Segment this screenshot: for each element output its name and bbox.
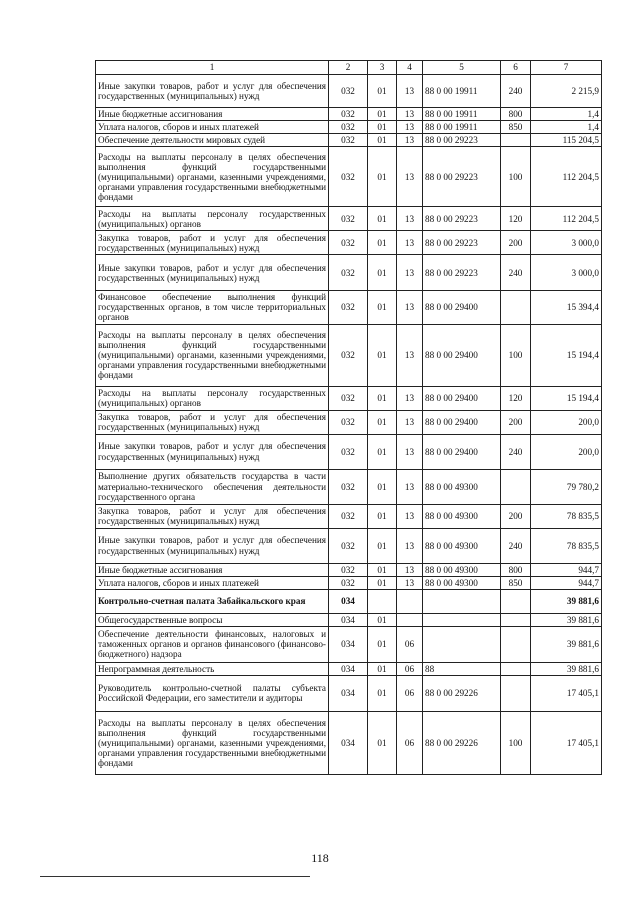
- row-sum-cell: 39 881,6: [531, 589, 602, 613]
- row-pr-cell: 06: [397, 711, 423, 774]
- row-name-cell: Финансовое обеспечение выполнения функций государственных органов, в том числе территориальных органов: [96, 291, 329, 324]
- row-vr-cell: [501, 675, 531, 711]
- row-sum-cell: 15 194,4: [531, 386, 602, 410]
- row-gr-cell: 032: [329, 576, 368, 589]
- row-vr-cell: 800: [501, 108, 531, 121]
- row-vr-cell: [501, 291, 531, 324]
- row-gr-cell: 032: [329, 563, 368, 576]
- row-gr-cell: 034: [329, 662, 368, 675]
- table-row: [96, 255, 602, 291]
- row-sum-cell: 1,4: [531, 121, 602, 134]
- row-vr-cell: 800: [501, 563, 531, 576]
- row-vr-cell: 850: [501, 576, 531, 589]
- row-cs-cell: 88 0 00 29400: [423, 324, 501, 386]
- row-vr-cell: [501, 469, 531, 504]
- row-cs-cell: 88 0 00 19911: [423, 75, 501, 108]
- row-cs-cell: 88 0 00 29223: [423, 207, 501, 231]
- row-cs-cell: 88 0 00 49300: [423, 504, 501, 528]
- row-pr-cell: 06: [397, 662, 423, 675]
- row-rz-cell: 01: [368, 134, 397, 147]
- table-row: [96, 662, 602, 675]
- row-pr-cell: 13: [397, 108, 423, 121]
- row-rz-cell: [368, 589, 397, 613]
- row-rz-cell: 01: [368, 504, 397, 528]
- row-gr-cell: 032: [329, 291, 368, 324]
- table-row: [96, 108, 602, 121]
- row-gr-cell: 032: [329, 134, 368, 147]
- row-gr-cell: 032: [329, 255, 368, 291]
- row-cs-cell: 88 0 00 29226: [423, 711, 501, 774]
- row-cs-cell: 88 0 00 29400: [423, 434, 501, 469]
- row-name-cell: Расходы на выплаты персоналу государственных (муниципальных) органов: [96, 207, 329, 231]
- row-name-cell: Закупка товаров, работ и услуг для обеспечения государственных (муниципальных) нужд: [96, 231, 329, 255]
- row-rz-cell: 01: [368, 675, 397, 711]
- row-cs-cell: 88 0 00 49300: [423, 576, 501, 589]
- row-sum-cell: 79 780,2: [531, 469, 602, 504]
- row-pr-cell: [397, 589, 423, 613]
- row-pr-cell: 13: [397, 147, 423, 207]
- table-row: [96, 134, 602, 147]
- row-name-cell: Иные закупки товаров, работ и услуг для обеспечения государственных (муниципальных) нужд: [96, 528, 329, 563]
- row-cs-cell: 88 0 00 29226: [423, 675, 501, 711]
- header-cell: 2: [329, 61, 368, 75]
- table-row: [96, 324, 602, 386]
- row-gr-cell: 032: [329, 528, 368, 563]
- row-rz-cell: 01: [368, 576, 397, 589]
- row-rz-cell: 01: [368, 410, 397, 434]
- row-rz-cell: 01: [368, 324, 397, 386]
- row-cs-cell: 88 0 00 19911: [423, 108, 501, 121]
- header-cell: 1: [96, 61, 329, 75]
- row-sum-cell: 78 835,5: [531, 528, 602, 563]
- row-cs-cell: 88 0 00 29400: [423, 291, 501, 324]
- row-vr-cell: [501, 589, 531, 613]
- row-sum-cell: 115 204,5: [531, 134, 602, 147]
- row-vr-cell: [501, 134, 531, 147]
- row-sum-cell: 78 835,5: [531, 504, 602, 528]
- row-sum-cell: 200,0: [531, 434, 602, 469]
- row-rz-cell: 01: [368, 147, 397, 207]
- row-pr-cell: 13: [397, 528, 423, 563]
- row-name-cell: Иные закупки товаров, работ и услуг для обеспечения государственных (муниципальных) нужд: [96, 75, 329, 108]
- row-rz-cell: 01: [368, 662, 397, 675]
- row-sum-cell: 944,7: [531, 563, 602, 576]
- row-pr-cell: 06: [397, 675, 423, 711]
- row-name-cell: Уплата налогов, сборов и иных платежей: [96, 121, 329, 134]
- row-pr-cell: 13: [397, 75, 423, 108]
- row-pr-cell: 13: [397, 134, 423, 147]
- row-rz-cell: 01: [368, 231, 397, 255]
- table-row: [96, 613, 602, 626]
- header-cell: 4: [397, 61, 423, 75]
- table-row: [96, 563, 602, 576]
- row-pr-cell: 13: [397, 386, 423, 410]
- row-name-cell: Обеспечение деятельности финансовых, налоговых и таможенных органов и органов финансового (финансово-бюджетного) надзора: [96, 626, 329, 662]
- row-name-cell: Иные бюджетные ассигнования: [96, 108, 329, 121]
- table-row: [96, 675, 602, 711]
- row-cs-cell: 88 0 00 29223: [423, 147, 501, 207]
- row-vr-cell: [501, 626, 531, 662]
- row-gr-cell: 032: [329, 108, 368, 121]
- table-row: [96, 147, 602, 207]
- row-gr-cell: 034: [329, 711, 368, 774]
- row-pr-cell: 13: [397, 121, 423, 134]
- row-vr-cell: 120: [501, 386, 531, 410]
- row-sum-cell: 112 204,5: [531, 147, 602, 207]
- table-row: [96, 231, 602, 255]
- table-row: [96, 589, 602, 613]
- row-sum-cell: 39 881,6: [531, 613, 602, 626]
- row-gr-cell: 032: [329, 434, 368, 469]
- row-vr-cell: [501, 613, 531, 626]
- row-cs-cell: 88 0 00 19911: [423, 121, 501, 134]
- row-name-cell: Расходы на выплаты персоналу в целях обеспечения выполнения функций государственными (муниципальными) органами, казенными учреждениями, органами управления государственными внебюджетными фондами: [96, 324, 329, 386]
- row-rz-cell: 01: [368, 563, 397, 576]
- row-gr-cell: 034: [329, 626, 368, 662]
- row-name-cell: Иные закупки товаров, работ и услуг для обеспечения государственных (муниципальных) нужд: [96, 434, 329, 469]
- table-row: [96, 75, 602, 108]
- table-body: [96, 75, 602, 775]
- row-name-cell: Иные бюджетные ассигнования: [96, 563, 329, 576]
- row-pr-cell: 13: [397, 469, 423, 504]
- row-pr-cell: 13: [397, 324, 423, 386]
- row-sum-cell: 15 194,4: [531, 324, 602, 386]
- row-gr-cell: 032: [329, 324, 368, 386]
- row-gr-cell: 034: [329, 613, 368, 626]
- row-name-cell: Контрольно-счетная палата Забайкальского края: [96, 589, 329, 613]
- row-gr-cell: 032: [329, 207, 368, 231]
- row-sum-cell: 3 000,0: [531, 255, 602, 291]
- row-rz-cell: 01: [368, 469, 397, 504]
- table-row: [96, 121, 602, 134]
- row-vr-cell: 100: [501, 147, 531, 207]
- header-cell: 6: [501, 61, 531, 75]
- row-gr-cell: 032: [329, 410, 368, 434]
- row-pr-cell: 13: [397, 576, 423, 589]
- row-name-cell: Расходы на выплаты персоналу в целях обеспечения выполнения функций государственными (муниципальными) органами, казенными учреждениями, органами управления государственными внебюджетными фондами: [96, 147, 329, 207]
- row-vr-cell: 200: [501, 231, 531, 255]
- row-name-cell: Иные закупки товаров, работ и услуг для обеспечения государственных (муниципальных) нужд: [96, 255, 329, 291]
- row-cs-cell: 88 0 00 29400: [423, 410, 501, 434]
- row-cs-cell: 88 0 00 49300: [423, 528, 501, 563]
- row-rz-cell: 01: [368, 626, 397, 662]
- row-rz-cell: 01: [368, 613, 397, 626]
- row-cs-cell: 88 0 00 29223: [423, 231, 501, 255]
- row-sum-cell: 3 000,0: [531, 231, 602, 255]
- row-sum-cell: 112 204,5: [531, 207, 602, 231]
- row-pr-cell: 06: [397, 626, 423, 662]
- budget-table: [95, 60, 602, 775]
- row-vr-cell: 240: [501, 434, 531, 469]
- row-vr-cell: [501, 662, 531, 675]
- header-cell: 3: [368, 61, 397, 75]
- row-vr-cell: 850: [501, 121, 531, 134]
- row-vr-cell: 120: [501, 207, 531, 231]
- row-pr-cell: 13: [397, 255, 423, 291]
- row-cs-cell: 88 0 00 29223: [423, 134, 501, 147]
- table-row: [96, 207, 602, 231]
- row-sum-cell: 2 215,9: [531, 75, 602, 108]
- row-gr-cell: 032: [329, 147, 368, 207]
- row-rz-cell: 01: [368, 75, 397, 108]
- row-rz-cell: 01: [368, 121, 397, 134]
- row-rz-cell: 01: [368, 711, 397, 774]
- row-cs-cell: 88 0 00 49300: [423, 469, 501, 504]
- row-rz-cell: 01: [368, 255, 397, 291]
- row-gr-cell: 032: [329, 386, 368, 410]
- row-gr-cell: 032: [329, 469, 368, 504]
- row-name-cell: Расходы на выплаты персоналу в целях обеспечения выполнения функций государственными (муниципальными) органами, казенными учреждениями, органами управления государственными внебюджетными фондами: [96, 711, 329, 774]
- row-rz-cell: 01: [368, 386, 397, 410]
- row-sum-cell: 39 881,6: [531, 626, 602, 662]
- row-name-cell: Руководитель контрольно-счетной палаты субъекта Российской Федерации, его заместители и аудиторы: [96, 675, 329, 711]
- row-gr-cell: 032: [329, 75, 368, 108]
- row-sum-cell: 200,0: [531, 410, 602, 434]
- table-row: [96, 626, 602, 662]
- row-pr-cell: 13: [397, 434, 423, 469]
- table-row: [96, 528, 602, 563]
- row-pr-cell: 13: [397, 410, 423, 434]
- row-sum-cell: 39 881,6: [531, 662, 602, 675]
- row-gr-cell: 034: [329, 675, 368, 711]
- row-name-cell: Выполнение других обязательств государства в части материально-технического обеспечения деятельности государственного органа: [96, 469, 329, 504]
- row-rz-cell: 01: [368, 528, 397, 563]
- row-sum-cell: 17 405,1: [531, 711, 602, 774]
- row-gr-cell: 032: [329, 121, 368, 134]
- row-cs-cell: 88 0 00 29400: [423, 386, 501, 410]
- row-pr-cell: 13: [397, 504, 423, 528]
- row-vr-cell: 100: [501, 324, 531, 386]
- row-vr-cell: 240: [501, 255, 531, 291]
- header-cell: 7: [531, 61, 602, 75]
- row-pr-cell: [397, 613, 423, 626]
- row-sum-cell: 1,4: [531, 108, 602, 121]
- page-number: 118: [311, 851, 329, 865]
- row-cs-cell: 88 0 00 49300: [423, 563, 501, 576]
- header-cell: 5: [423, 61, 501, 75]
- table-row: [96, 576, 602, 589]
- table-row: [96, 410, 602, 434]
- row-cs-cell: [423, 626, 501, 662]
- row-pr-cell: 13: [397, 231, 423, 255]
- header-row: [96, 61, 602, 75]
- row-sum-cell: 15 394,4: [531, 291, 602, 324]
- row-sum-cell: 17 405,1: [531, 675, 602, 711]
- row-name-cell: Закупка товаров, работ и услуг для обеспечения государственных (муниципальных) нужд: [96, 504, 329, 528]
- row-vr-cell: 240: [501, 75, 531, 108]
- table-row: [96, 469, 602, 504]
- row-name-cell: Обеспечение деятельности мировых судей: [96, 134, 329, 147]
- table-row: [96, 386, 602, 410]
- table-row: [96, 434, 602, 469]
- row-gr-cell: 034: [329, 589, 368, 613]
- row-vr-cell: 200: [501, 410, 531, 434]
- table-row: [96, 291, 602, 324]
- row-pr-cell: 13: [397, 563, 423, 576]
- row-vr-cell: 240: [501, 528, 531, 563]
- table-row: [96, 711, 602, 774]
- row-cs-cell: [423, 613, 501, 626]
- row-gr-cell: 032: [329, 504, 368, 528]
- row-name-cell: Общегосударственные вопросы: [96, 613, 329, 626]
- row-cs-cell: 88: [423, 662, 501, 675]
- row-sum-cell: 944,7: [531, 576, 602, 589]
- row-rz-cell: 01: [368, 291, 397, 324]
- footer-rule: [40, 876, 310, 877]
- row-vr-cell: 100: [501, 711, 531, 774]
- row-gr-cell: 032: [329, 231, 368, 255]
- row-rz-cell: 01: [368, 108, 397, 121]
- row-cs-cell: 88 0 00 29223: [423, 255, 501, 291]
- row-name-cell: Уплата налогов, сборов и иных платежей: [96, 576, 329, 589]
- row-name-cell: Закупка товаров, работ и услуг для обеспечения государственных (муниципальных) нужд: [96, 410, 329, 434]
- row-name-cell: Непрограммная деятельность: [96, 662, 329, 675]
- row-cs-cell: [423, 589, 501, 613]
- row-vr-cell: 200: [501, 504, 531, 528]
- row-rz-cell: 01: [368, 207, 397, 231]
- row-name-cell: Расходы на выплаты персоналу государственных (муниципальных) органов: [96, 386, 329, 410]
- table-row: [96, 504, 602, 528]
- row-pr-cell: 13: [397, 207, 423, 231]
- row-rz-cell: 01: [368, 434, 397, 469]
- row-pr-cell: 13: [397, 291, 423, 324]
